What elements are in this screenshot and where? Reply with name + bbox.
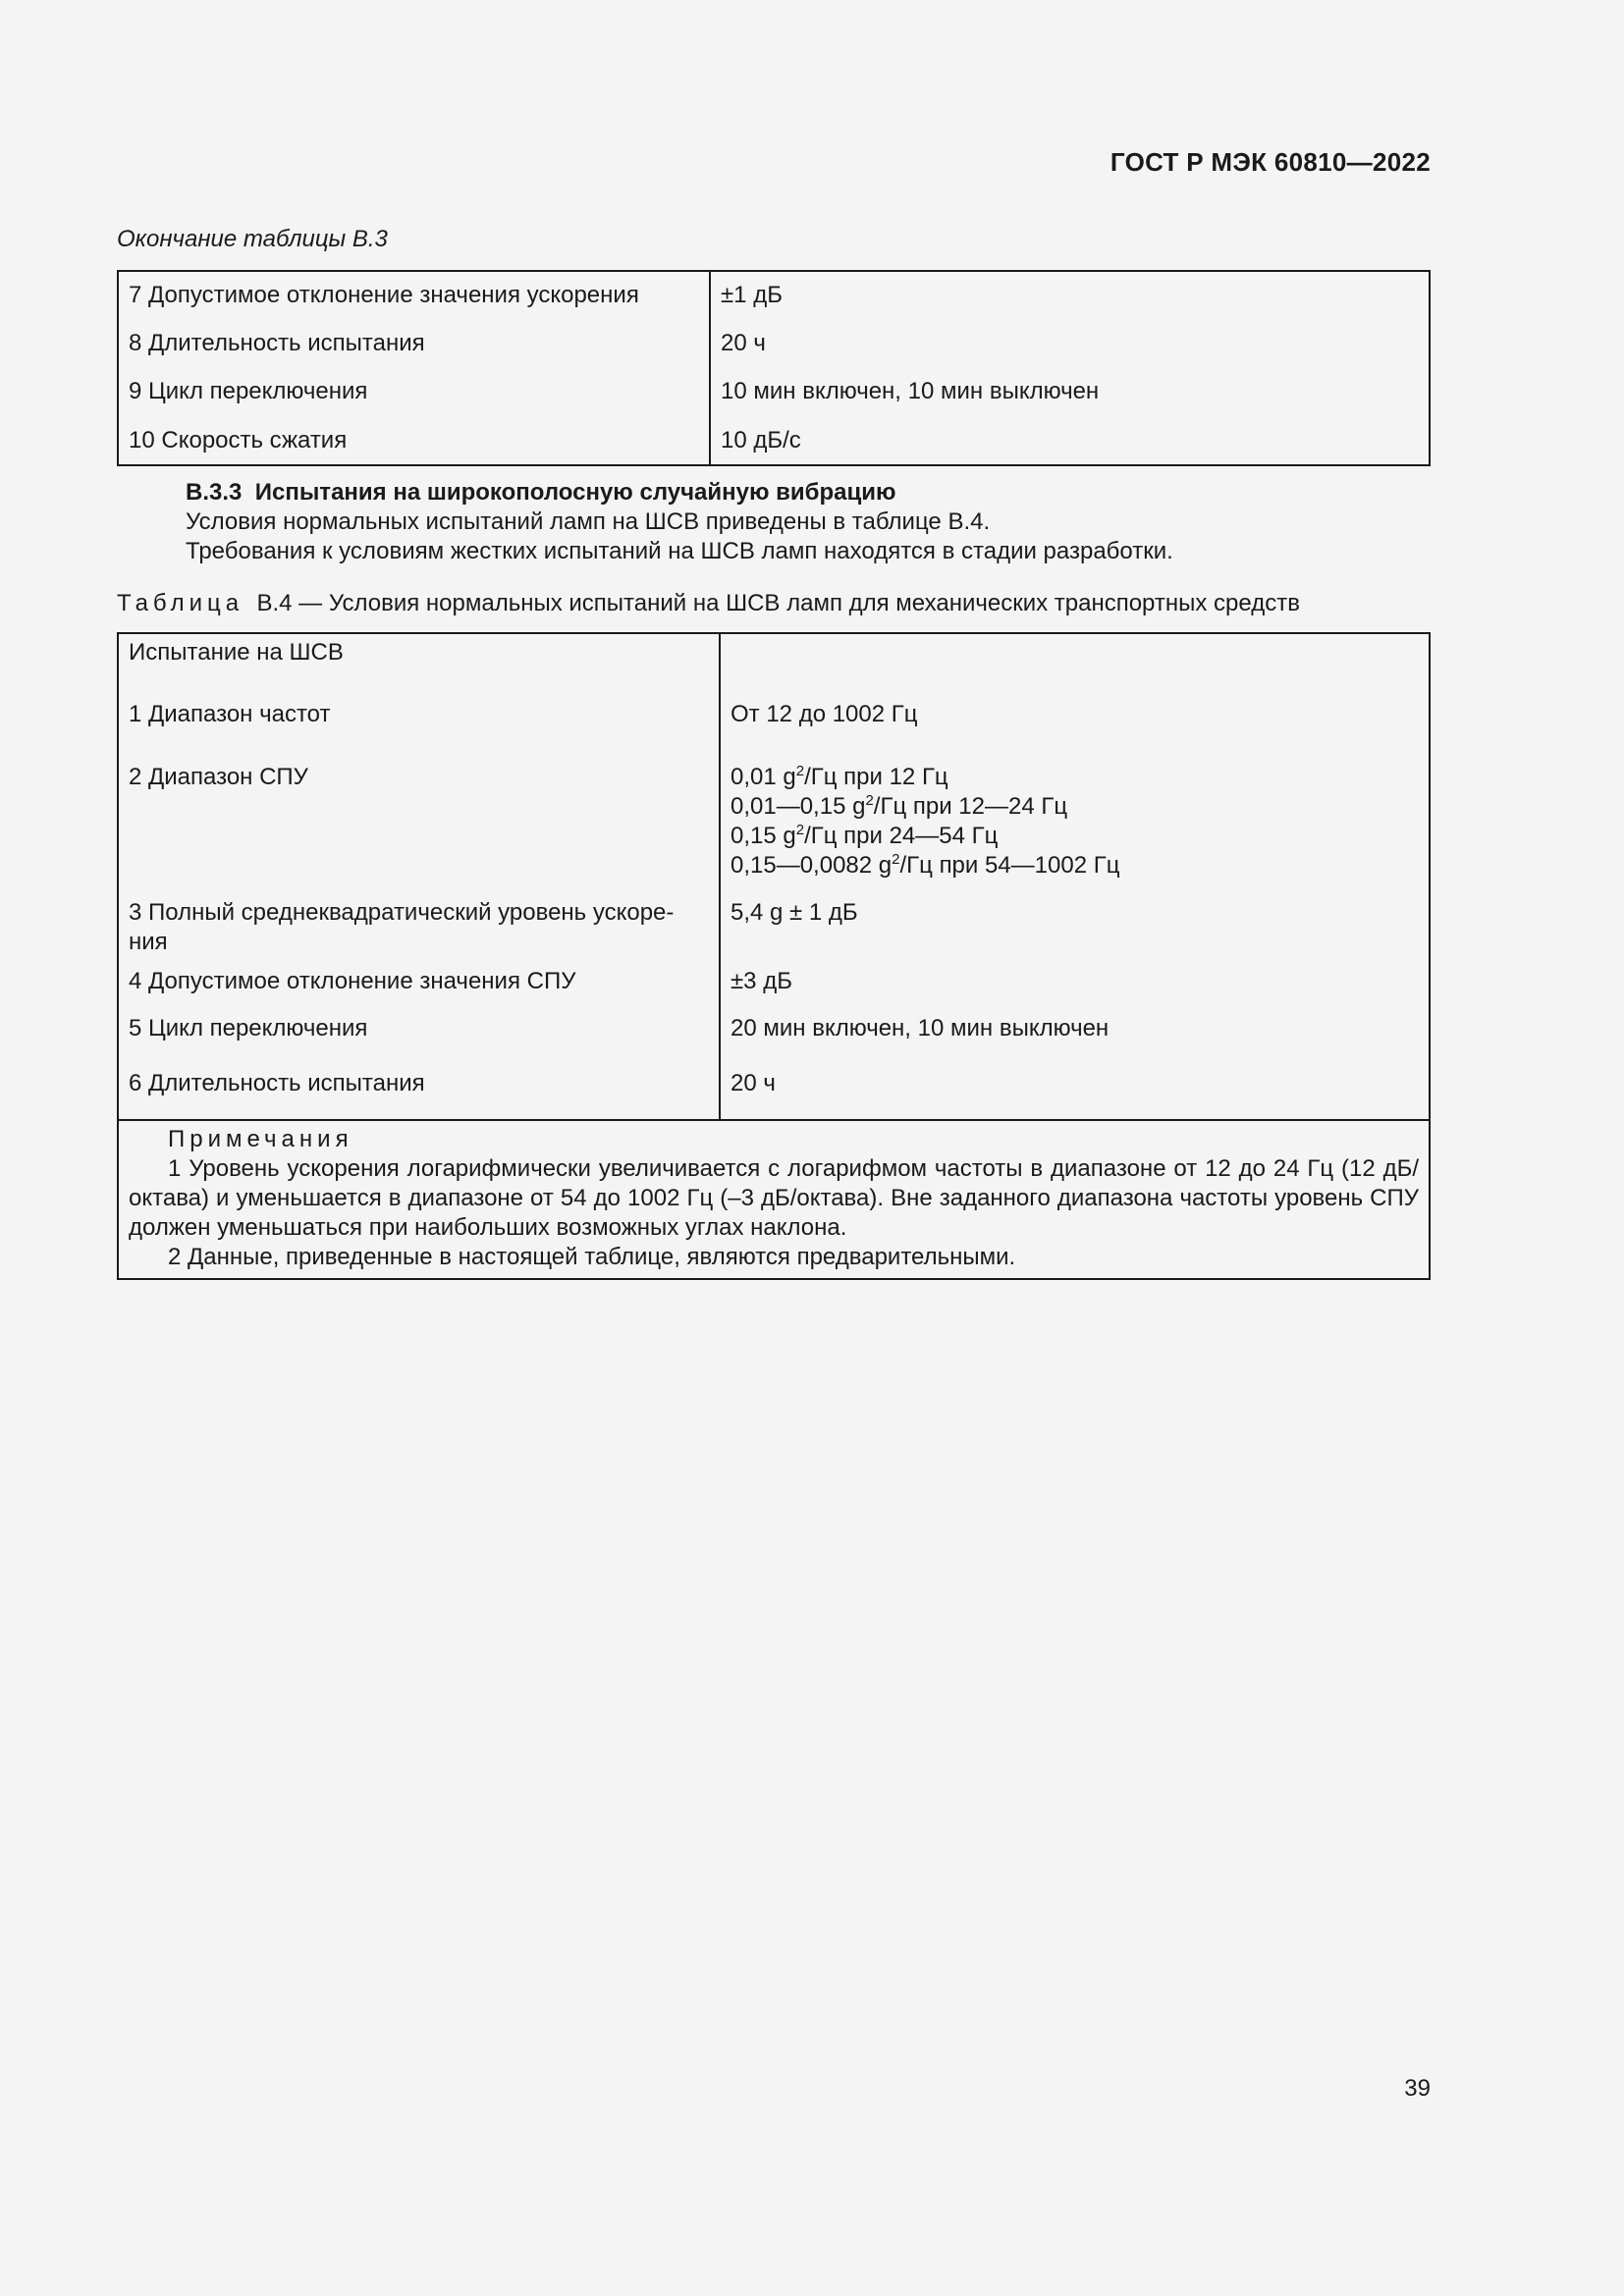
table-cell-param: 9 Цикл переключения bbox=[118, 368, 710, 417]
superscript: 2 bbox=[795, 763, 805, 779]
table-row bbox=[118, 696, 1430, 759]
table-notes bbox=[118, 1120, 1430, 1279]
table-cell-empty bbox=[720, 633, 1430, 696]
table-row bbox=[118, 963, 1430, 1010]
table-b4 bbox=[117, 632, 1431, 1280]
table-cell-param: 5 Цикл переключения bbox=[118, 1010, 720, 1067]
table-row bbox=[118, 759, 1430, 894]
page-number: 39 bbox=[1404, 2075, 1431, 2102]
table-cell-param: 6 Длительность испытания bbox=[118, 1067, 720, 1120]
note-2: 2 Данные, приведенные в настоящей таблице, являются предварительными. bbox=[168, 1244, 1016, 1270]
document-header: ГОСТ Р МЭК 60810—2022 bbox=[1110, 147, 1431, 177]
table-cell-value: От 12 до 1002 Гц bbox=[731, 701, 918, 727]
spu-value: 0,01 g bbox=[731, 764, 796, 790]
section-paragraph: Условия нормальных испытаний ламп на ШСВ приведены в таблице В.4. bbox=[186, 508, 991, 535]
table-cell-group-title: Испытание на ШСВ bbox=[118, 633, 720, 696]
table-cell-param: 1 Диапазон частот bbox=[118, 696, 720, 759]
table-cell-param: 2 Диапазон СПУ bbox=[118, 759, 720, 894]
spu-unit: /Гц при 12 Гц bbox=[804, 764, 948, 790]
param-line: ния bbox=[129, 929, 168, 955]
table-row bbox=[118, 320, 1430, 369]
table-row bbox=[118, 1010, 1430, 1067]
table-b4-caption bbox=[117, 590, 1300, 617]
table-cell-param bbox=[118, 894, 720, 963]
spu-line bbox=[731, 851, 1419, 881]
spu-value: 0,15 g bbox=[731, 823, 796, 849]
spu-line bbox=[731, 792, 1419, 822]
table-cell-value: 20 ч bbox=[731, 1070, 776, 1096]
table-cell-value: 10 мин включен, 10 мин выключен bbox=[721, 378, 1100, 404]
param-line: 3 Полный среднеквадратический уровень ускоре- bbox=[129, 899, 675, 926]
note-1: 1 Уровень ускорения логарифмически увеличивается с логарифмом частоты в диапазоне от 12 до 24 Гц (12 дБ/октава) и уменьшается в диапазоне от 54 до 1002 Гц (–3 дБ/октава). Вне заданного диапазона частоты уровень СПУ должен уменьшаться при наибольших возможных углах наклона. bbox=[129, 1155, 1419, 1241]
table-cell-value: ±3 дБ bbox=[731, 968, 792, 994]
table-cell-value: 20 ч bbox=[721, 329, 766, 356]
caption-text: В.4 — Условия нормальных испытаний на ШСВ ламп для механических транспортных средств bbox=[256, 590, 1300, 616]
section-title: Испытания на широкополосную случайную вибрацию bbox=[254, 479, 896, 506]
table-row bbox=[118, 368, 1430, 417]
superscript: 2 bbox=[892, 851, 900, 868]
spu-unit: /Гц при 12—24 Гц bbox=[873, 793, 1068, 820]
spu-value: 0,01—0,15 g bbox=[731, 793, 866, 820]
spu-line bbox=[731, 763, 1419, 792]
spu-unit: /Гц при 24—54 Гц bbox=[804, 823, 999, 849]
section-b33 bbox=[186, 478, 1173, 566]
table-row bbox=[118, 894, 1430, 963]
notes-title: Примечания bbox=[168, 1126, 353, 1152]
table-cell-param: 10 Скорость сжатия bbox=[118, 417, 710, 466]
section-heading bbox=[186, 478, 1173, 507]
table-cell-value-list bbox=[720, 759, 1430, 894]
table-row bbox=[118, 271, 1430, 320]
spu-value: 0,15—0,0082 g bbox=[731, 852, 893, 879]
spu-unit: /Гц при 54—1002 Гц bbox=[899, 852, 1120, 879]
table-cell-param: 4 Допустимое отклонение значения СПУ bbox=[118, 963, 720, 1010]
caption-prefix: Таблица bbox=[117, 590, 244, 616]
table-continuation-label: Окончание таблицы В.3 bbox=[117, 226, 388, 252]
section-number: В.3.3 bbox=[186, 479, 243, 506]
table-b3-end bbox=[117, 270, 1431, 466]
table-cell-value: 20 мин включен, 10 мин выключен bbox=[731, 1015, 1110, 1041]
table-cell-value: 10 дБ/с bbox=[721, 426, 801, 454]
section-paragraph: Требования к условиям жестких испытаний на ШСВ ламп находятся в стадии разработки. bbox=[186, 538, 1173, 564]
table-row bbox=[118, 633, 1430, 696]
table-cell-param: 7 Допустимое отклонение значения ускорения bbox=[118, 271, 710, 320]
table-cell-param: 8 Длительность испытания bbox=[118, 320, 710, 369]
table-row bbox=[118, 1067, 1430, 1120]
spu-line bbox=[731, 822, 1419, 851]
table-row bbox=[118, 417, 1430, 466]
table-notes-row bbox=[118, 1120, 1430, 1279]
table-cell-value: 5,4 g ± 1 дБ bbox=[731, 899, 858, 926]
superscript: 2 bbox=[865, 792, 874, 809]
table-cell-value: ±1 дБ bbox=[721, 282, 783, 308]
superscript: 2 bbox=[795, 822, 805, 838]
